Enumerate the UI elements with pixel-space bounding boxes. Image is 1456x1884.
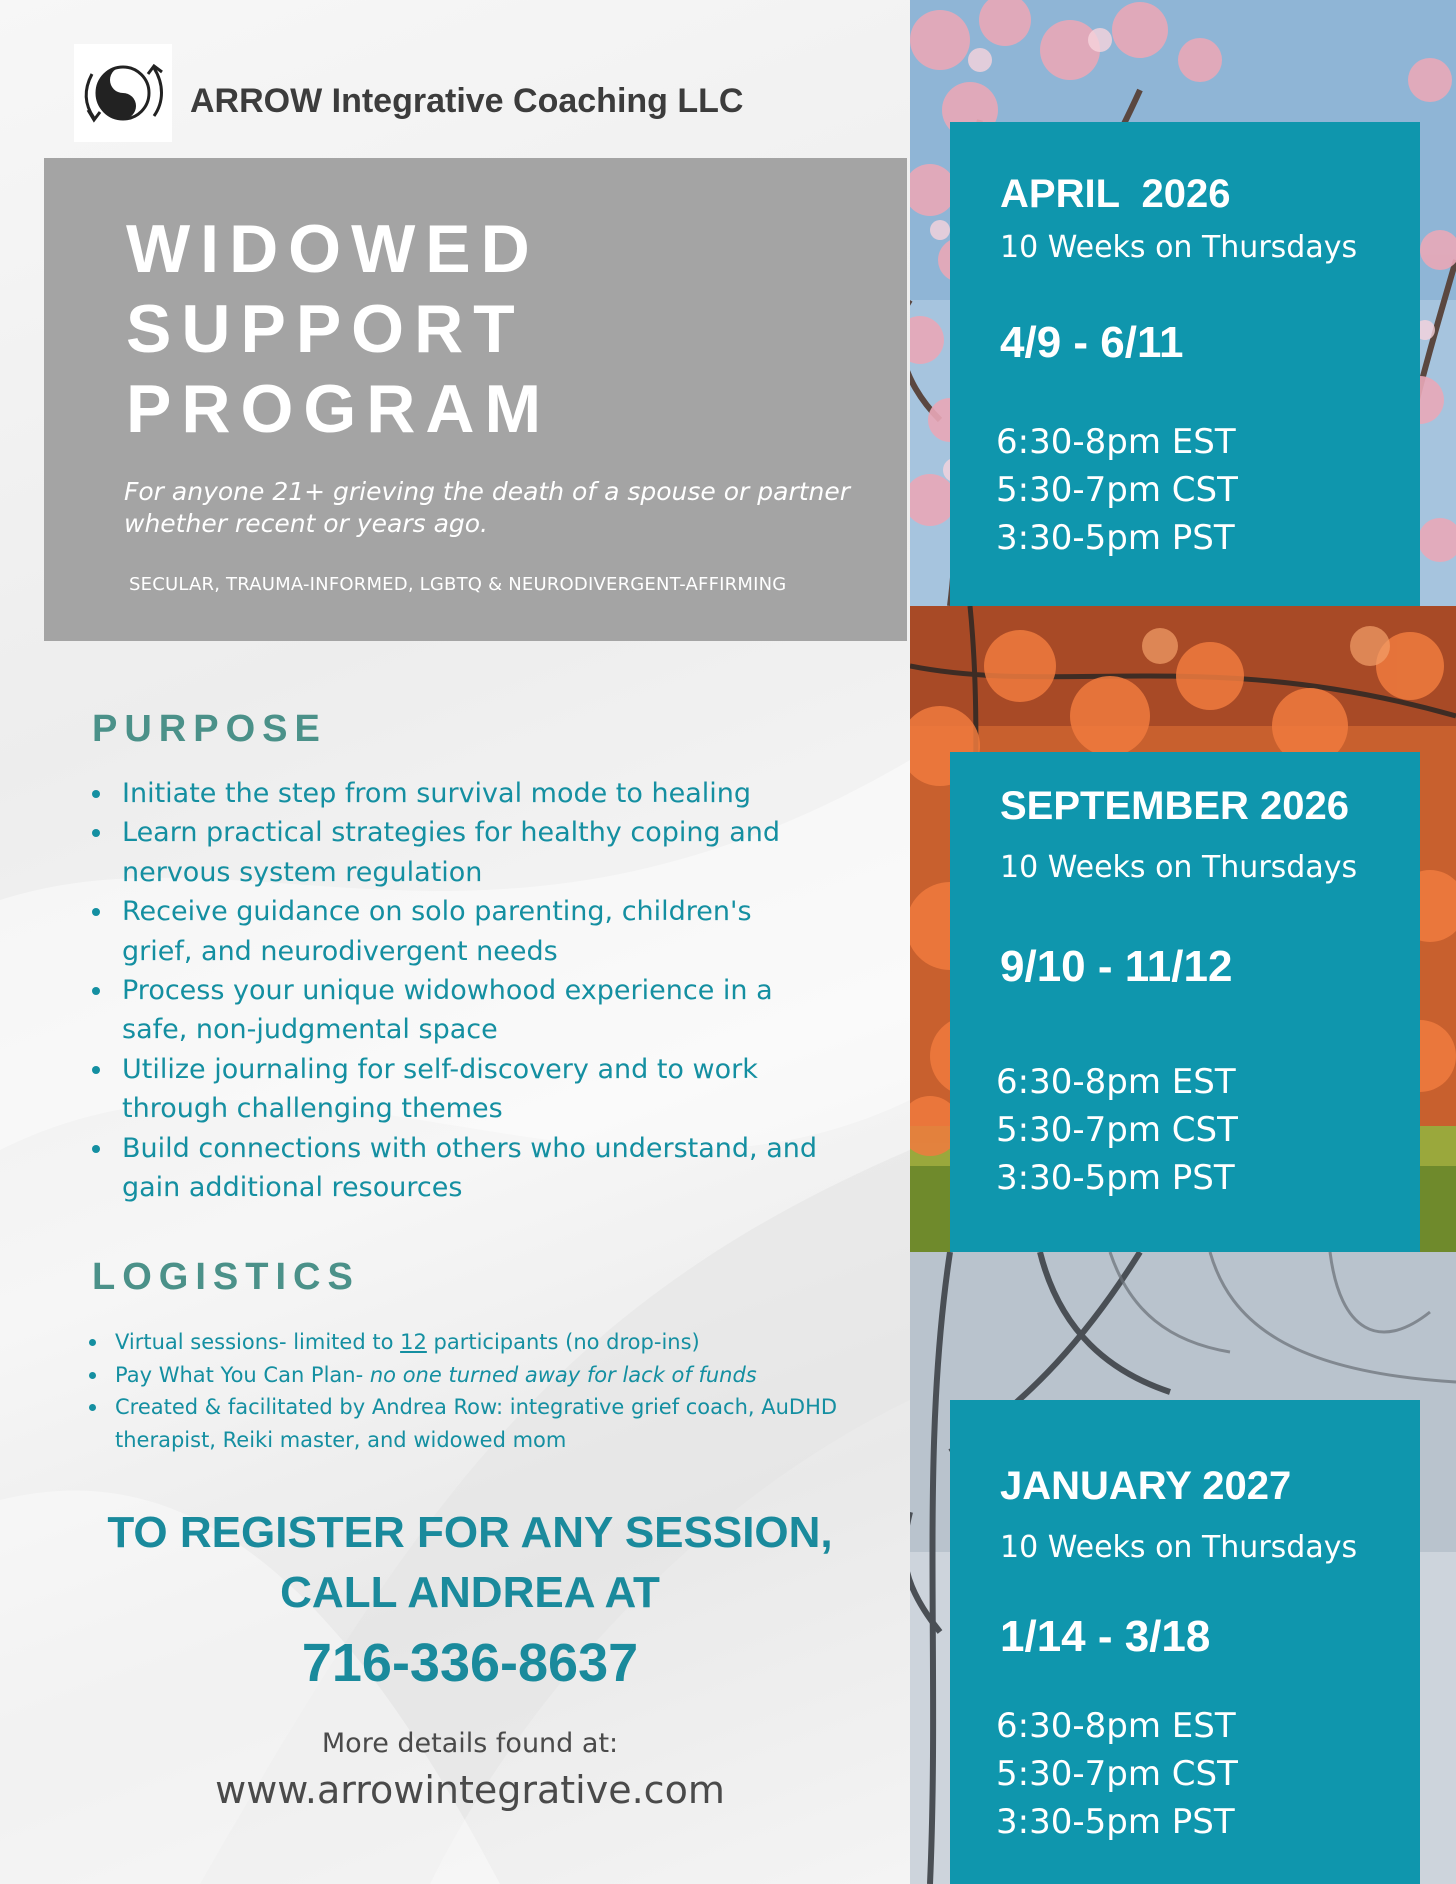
register-line-2: CALL ANDREA AT [280, 1568, 660, 1617]
logistics-list [85, 1326, 845, 1456]
logistics-virtual-text-end: participants (no drop-ins) [426, 1330, 700, 1354]
logistics-heading: LOGISTICS [92, 1256, 360, 1298]
purpose-item: Receive guidance on solo parenting, children's grief, and neurodivergent needs [92, 892, 822, 971]
arrow-yin-yang-icon [74, 44, 172, 142]
session-card-september [950, 752, 1420, 1252]
title-line-1: WIDOWED [126, 211, 540, 287]
session-time: 5:30-7pm CST [996, 470, 1238, 510]
title-line-3: PROGRAM [126, 371, 552, 447]
session-time: 5:30-7pm CST [996, 1110, 1238, 1150]
register-phone[interactable]: 716-336-8637 [301, 1633, 639, 1693]
session-time: 3:30-5pm PST [996, 1802, 1235, 1842]
logistics-payment-text: Pay What You Can Plan- [115, 1362, 370, 1387]
session-date-range: 1/14 - 3/18 [1000, 1612, 1211, 1661]
session-time: 6:30-8pm EST [996, 1062, 1236, 1102]
more-details-label: More details found at: [321, 1728, 619, 1759]
session-month: APRIL 2026 [1000, 172, 1231, 216]
session-card-january [950, 1400, 1420, 1884]
purpose-item: Initiate the step from survival mode to healing [92, 774, 822, 813]
values-tagline: SECULAR, TRAUMA-INFORMED, LGBTQ & NEURODIVERGENT-AFFIRMING [129, 574, 787, 595]
purpose-item: Build connections with others who understand, and gain additional resources [92, 1129, 822, 1208]
session-date-range: 9/10 - 11/12 [1000, 942, 1233, 991]
purpose-list [92, 774, 822, 1207]
session-time: 6:30-8pm EST [996, 422, 1236, 462]
session-weeks: 10 Weeks on Thursdays [1000, 850, 1358, 885]
company-name: ARROW Integrative Coaching LLC [190, 82, 744, 120]
session-time: 3:30-5pm PST [996, 1158, 1235, 1198]
session-time: 6:30-8pm EST [996, 1706, 1236, 1746]
subtitle-line-1: For anyone 21+ grieving the death of a spouse or partner [124, 477, 851, 506]
session-weeks: 10 Weeks on Thursdays [1000, 230, 1358, 265]
purpose-item: Utilize journaling for self-discovery and to work through challenging themes [92, 1050, 822, 1129]
company-logo [74, 44, 172, 142]
session-weeks: 10 Weeks on Thursdays [1000, 1530, 1358, 1565]
purpose-heading: PURPOSE [92, 708, 327, 750]
session-time: 3:30-5pm PST [996, 518, 1235, 558]
participant-limit: 12 [400, 1330, 427, 1354]
session-month: SEPTEMBER 2026 [1000, 784, 1350, 828]
purpose-item: Process your unique widowhood experience in a safe, non-judgmental space [92, 971, 822, 1050]
session-month: JANUARY 2027 [1000, 1464, 1292, 1508]
logistics-item-virtual [85, 1326, 845, 1359]
title-line-2: SUPPORT [126, 291, 525, 367]
website-link[interactable]: www.arrowintegrative.com [215, 1768, 725, 1812]
subtitle-line-2: whether recent or years ago. [124, 509, 489, 538]
session-card-april [950, 122, 1420, 606]
logistics-item-facilitator: Created & facilitated by Andrea Row: integrative grief coach, AuDHD therapist, Reiki master, and widowed mom [85, 1391, 845, 1456]
logistics-payment-note: no one turned away for lack of funds [369, 1362, 757, 1387]
session-date-range: 4/9 - 6/11 [1000, 318, 1184, 367]
title-panel [44, 158, 907, 641]
logistics-virtual-text: Virtual sessions- limited to [115, 1330, 401, 1354]
purpose-item: Learn practical strategies for healthy coping and nervous system regulation [92, 813, 822, 892]
audience-subtitle [124, 476, 884, 540]
session-time: 5:30-7pm CST [996, 1754, 1238, 1794]
register-line-1: TO REGISTER FOR ANY SESSION, [107, 1508, 833, 1557]
logistics-item-payment [85, 1359, 845, 1392]
